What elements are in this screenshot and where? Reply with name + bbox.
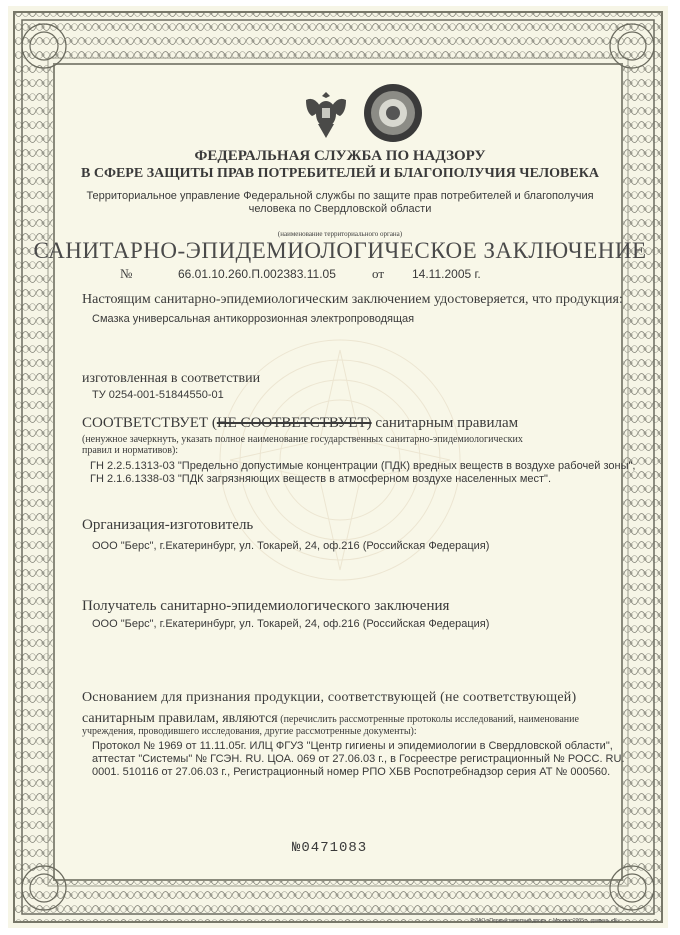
product-name: Смазка универсальная антикоррозионная электропроводящая	[92, 313, 415, 325]
hologram-seal-icon	[362, 82, 424, 144]
printer-note: © ЗАО «Первый печатный двор», г. Москва, 2005 г., уровень «В»	[470, 918, 620, 924]
agency-line2: В СФЕРЕ ЗАЩИТЫ ПРАВ ПОТРЕБИТЕЛЕЙ И БЛАГОПОЛУЧИЯ ЧЕЛОВЕКА	[81, 166, 599, 181]
conforms-text: СООТВЕТСТВУЕТ (	[82, 415, 217, 431]
territorial-line1: Территориальное управление Федеральной службы по защите прав потребителей и благополучия	[86, 190, 594, 202]
certify-text: Настоящим санитарно-эпидемиологическим заключением удостоверяется, что продукция:	[82, 292, 623, 307]
rule-1: ГН 2.2.5.1313-03 "Предельно допустимые концентрации (ПДК) вредных веществ в воздухе рабочей зоны",	[90, 460, 636, 472]
certificate-number: 66.01.10.260.П.002383.11.05	[178, 267, 336, 281]
document-title: САНИТАРНО-ЭПИДЕМИОЛОГИЧЕСКОЕ ЗАКЛЮЧЕНИЕ	[33, 238, 647, 263]
basis-line3: учреждения, проводившего исследования, другие рассмотренные документы):	[82, 726, 417, 737]
territorial-line2: человека по Свердловской области	[248, 203, 432, 215]
compliance-note2: правил и нормативов):	[82, 445, 179, 456]
not-conforms-struck: НЕ СООТВЕТСТВУЕТ)	[216, 415, 372, 431]
agency-line1: ФЕДЕРАЛЬНАЯ СЛУЖБА ПО НАДЗОРУ	[194, 148, 486, 164]
tu-value: ТУ 0254-001-51844550-01	[92, 389, 224, 401]
protocol-line3: 0001. 510116 от 27.06.03 г., Регистрационный номер РПО ХБВ Роспотребнадзор серия АТ № 000560.	[92, 766, 611, 778]
protocol-line1: Протокол № 1969 от 11.11.05г. ИЛЦ ФГУЗ "Центр гигиены и эпидемиологии в Свердловской области",	[92, 740, 613, 752]
compliance-line	[82, 415, 518, 432]
rules-text: санитарным правилам	[371, 415, 519, 431]
basis-line2b: (перечислить рассмотренные протоколы исследований, наименование	[277, 714, 579, 725]
rule-2: ГН 2.1.6.1338-03 "ПДК загрязняющих веществ в атмосферном воздухе населенных мест".	[90, 473, 551, 485]
eagle-emblem-icon	[296, 84, 356, 144]
basis-line2a: санитарным правилам, являются	[82, 711, 278, 726]
recipient-value: ООО "Берс", г.Екатеринбург, ул. Токарей, 24, оф.216 (Российская Федерация)	[92, 618, 490, 630]
made-label: изготовленная в соответствии	[82, 371, 261, 386]
protocol-line2: аттестат "Системы" № ГСЭН. RU. ЦОА. 069 от 27.06.03 г., в Госреестре регистрационный № РОСС. RU.	[92, 753, 625, 765]
manufacturer-label: Организация-изготовитель	[82, 517, 254, 533]
manufacturer-value: ООО "Берс", г.Екатеринбург, ул. Токарей, 24, оф.216 (Российская Федерация)	[92, 540, 490, 552]
basis-line1: Основанием для признания продукции, соответствующей (не соответствующей)	[82, 690, 577, 705]
date-from-label: от	[372, 266, 385, 281]
number-label: №	[120, 266, 133, 281]
recipient-label: Получатель санитарно-эпидемиологического заключения	[82, 598, 450, 614]
territorial-caption: (наименование территориального органа)	[277, 230, 403, 238]
certificate-date: 14.11.2005 г.	[412, 267, 481, 281]
compliance-note1: (ненужное зачеркнуть, указать полное наименование государственных санитарно-эпидемиологических	[82, 434, 523, 445]
form-number: №0471083	[292, 840, 368, 856]
basis-line2	[82, 709, 579, 727]
